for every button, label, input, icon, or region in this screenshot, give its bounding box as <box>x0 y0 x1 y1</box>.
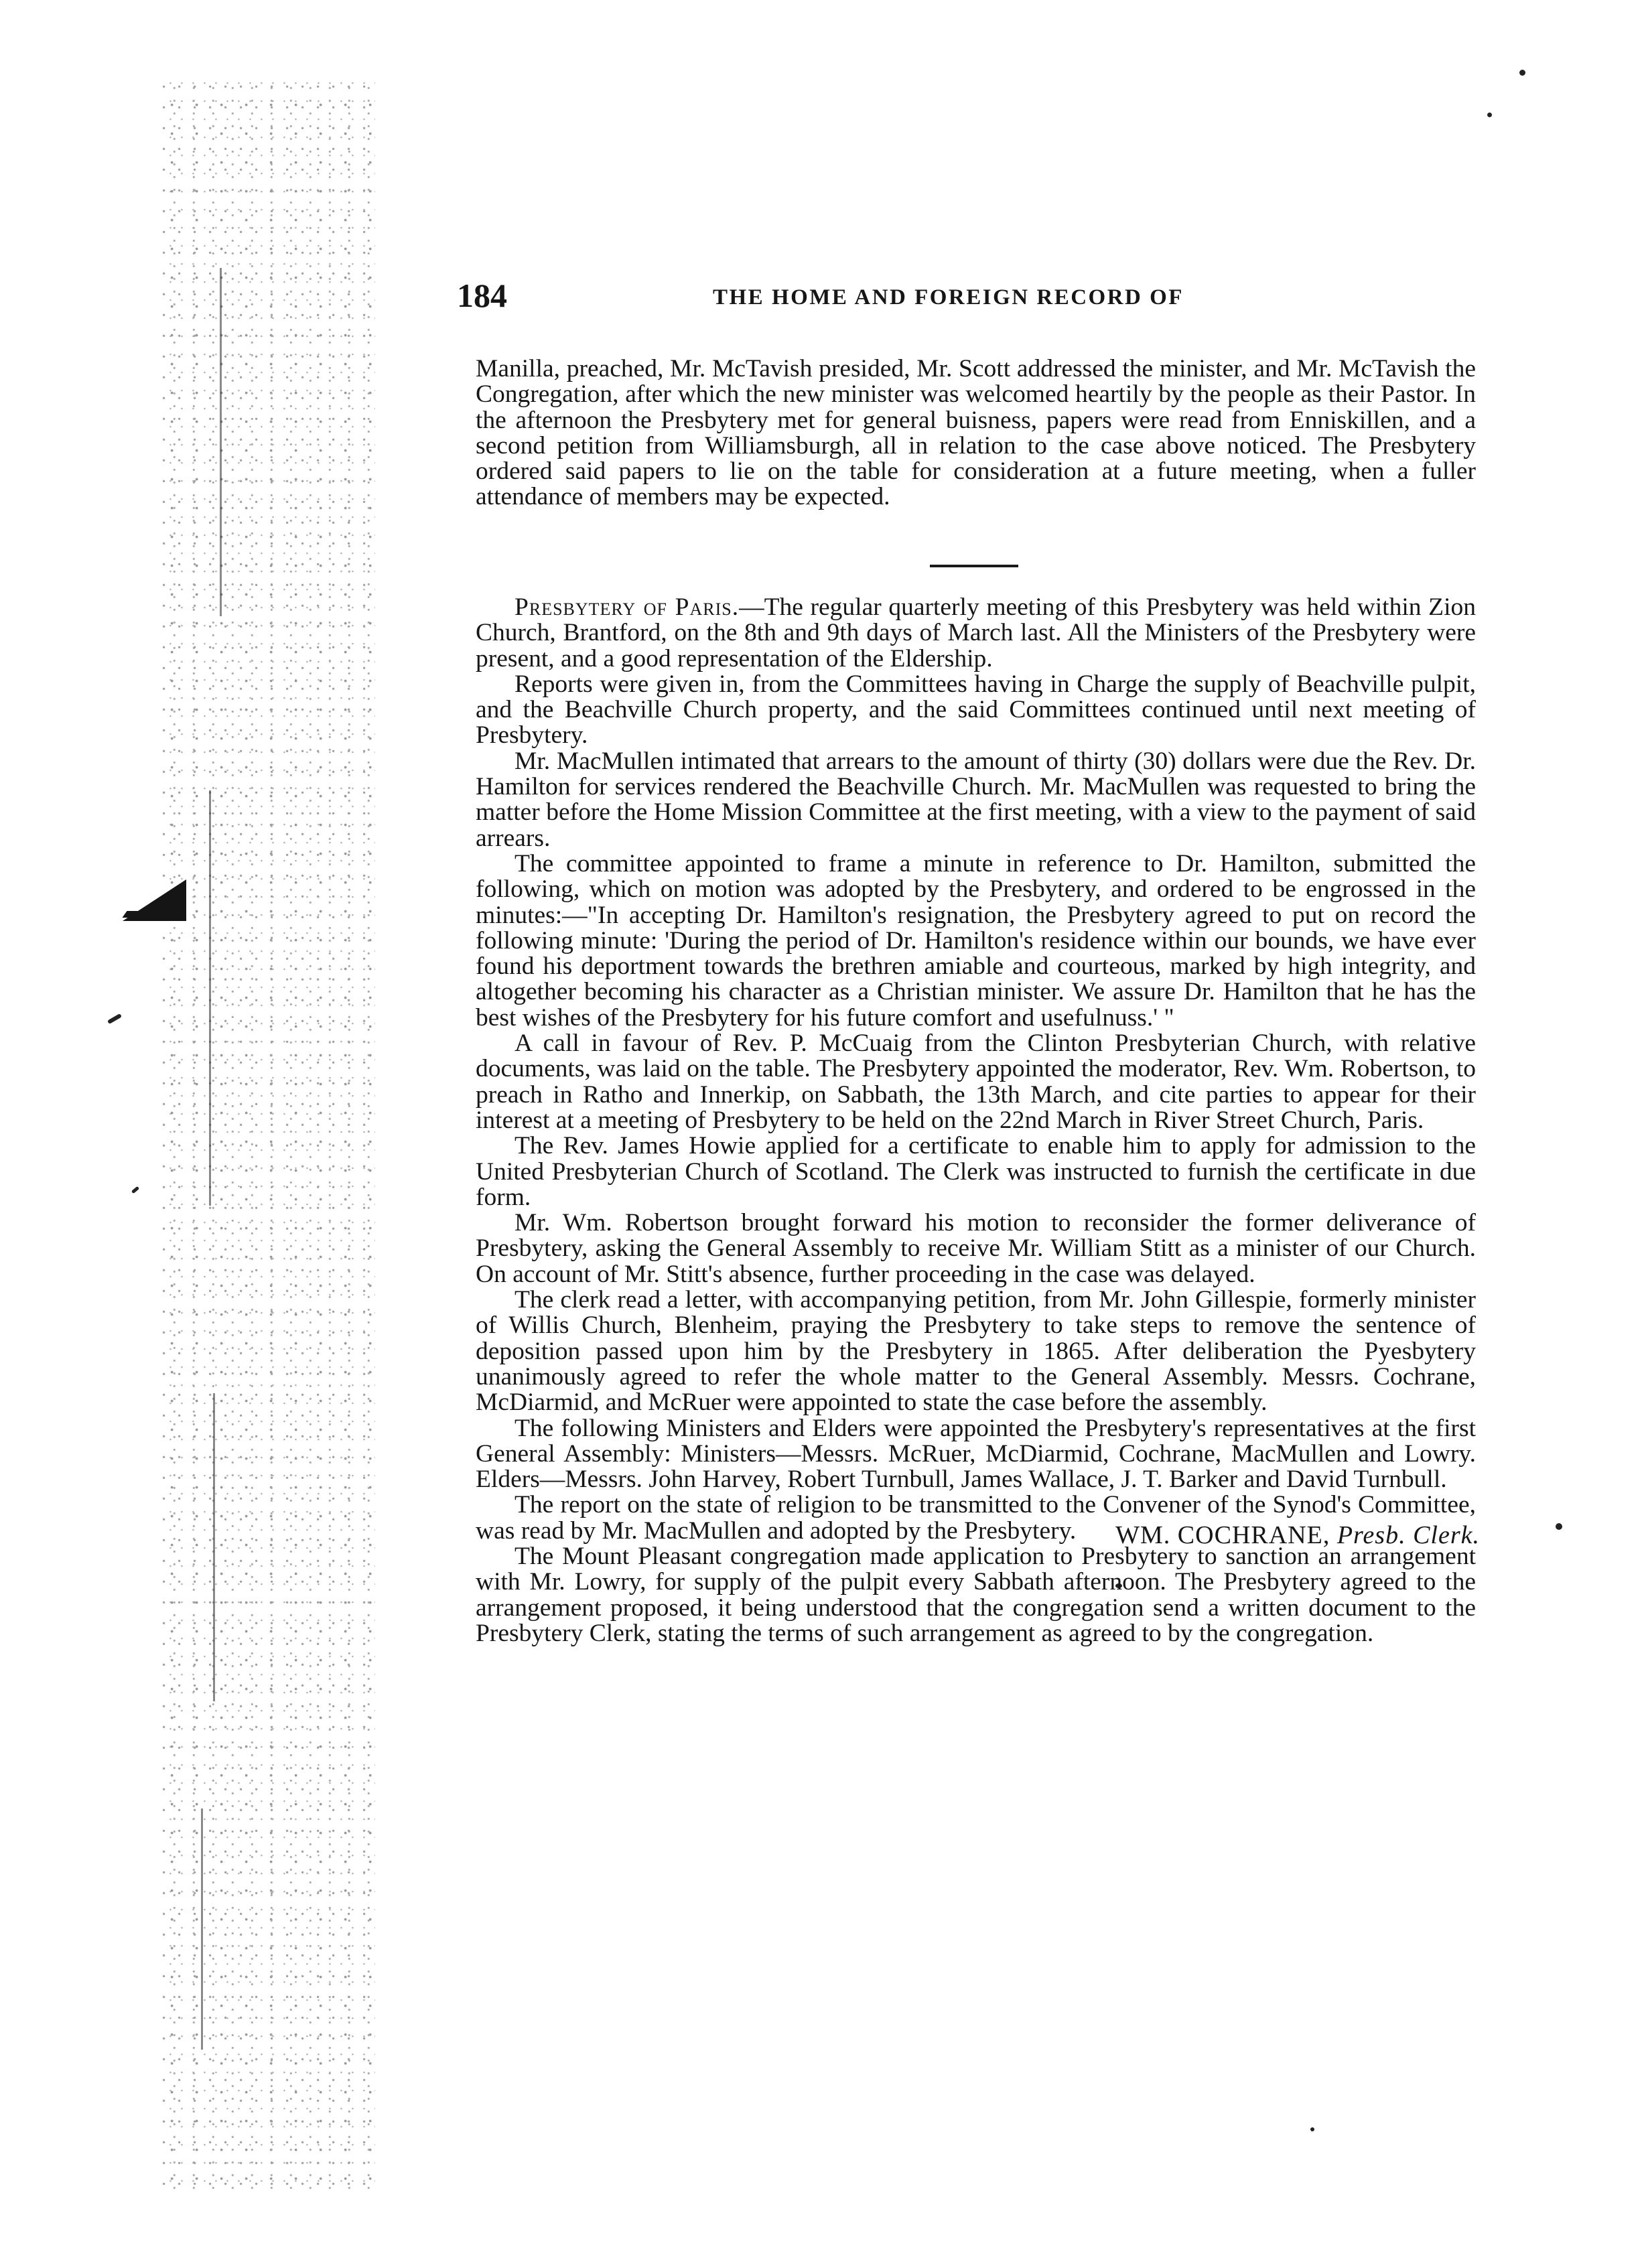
section-heading: Presbytery of Paris. <box>515 593 740 621</box>
ink-speck <box>131 1186 139 1194</box>
report-paragraph: The committee appointed to frame a minute in reference to Dr. Hamilton, submitted the following, which on motion was adopted by the Presbytery, and ordered to be engrossed in the minutes:—"In accepting Dr. Hamilton's resignation, the Presbytery agreed to put on record the following minute: 'During the period of Dr. Hamilton's residence within our bounds, we have ever found his deportment towards the brethren amiable and courteous, marked by high integrity, and altogether becoming his character as a Christian minister. We assure Dr. Hamilton that he has the best wishes of the Presbytery for his future comfort and usefulnuss.' " <box>476 849 1476 1032</box>
report-paragraph-text: —The regular quarterly meeting of this Presbytery was held within Zion Church, Brantford, on the 8th and 9th days of March last. All the Ministers of the Presbytery were present, and a good representation of the Eldership. <box>476 593 1476 672</box>
binding-edge-noise <box>161 80 375 2197</box>
ink-speck <box>1310 2127 1314 2131</box>
continuation-block <box>476 356 1476 510</box>
page-corner-fold <box>122 911 186 918</box>
continuation-paragraph: Manilla, preached, Mr. McTavish presided, Mr. Scott addressed the minister, and Mr. McTavish the Congregation, after which the new minister was welcomed heartily by the people as their Pastor. In the afternoon the Presbytery met for general buisness, papers were read from Enniskillen, and a second petition from Williamsburgh, all in relation to the case above noticed. The Presbytery ordered said papers to lie on the table for consideration at a future meeting, when a fuller attendance of members may be expected. <box>476 355 1476 511</box>
binding-edge-line <box>201 1809 203 2050</box>
report-paragraph: Reports were given in, from the Committees having in Charge the supply of Beachville pulpit, and the Beachville Church property, and the said Committees continued until next meeting of Presbytery. <box>476 670 1476 750</box>
report-paragraph: The following Ministers and Elders were appointed the Presbytery's representatives at the first General Assembly: Ministers—Messrs. McRuer, McDiarmid, Cochrane, MacMullen and Lowry. Elders—Messrs. John Harvey, Robert Turnbull, James Wallace, J. T. Barker and David Turnbull. <box>476 1414 1476 1494</box>
report-paragraph <box>476 595 1476 672</box>
signature-role: Presb. Clerk. <box>1337 1521 1480 1549</box>
report-paragraph: The Mount Pleasant congregation made application to Presbytery to sanction an arrangement with Mr. Lowry, for supply of the pulpit every Sabbath afternoon. The Presbytery agreed to the arrangement proposed, it being understood that the congregation send a written document to the Presbytery Clerk, stating the terms of such arrangement as agreed to by the congregation. <box>476 1542 1476 1647</box>
ink-speck <box>1519 70 1525 76</box>
signature-name: WM. COCHRANE, <box>1115 1521 1330 1549</box>
report-paragraph: Mr. Wm. Robertson brought forward his motion to reconsider the former deliverance of Presbytery, asking the General Assembly to receive Mr. William Stitt as a minister of our Church. On account of Mr. Stitt's absence, further proceeding in the case was delayed. <box>476 1209 1476 1288</box>
report-paragraph: The Rev. James Howie applied for a certificate to enable him to apply for admission to the United Presbyterian Church of Scotland. The Clerk was instructed to furnish the certificate in due form. <box>476 1132 1476 1211</box>
presbytery-report <box>476 595 1476 1646</box>
page-number: 184 <box>457 277 507 314</box>
ink-speck <box>1556 1523 1562 1530</box>
running-head: THE HOME AND FOREIGN RECORD OF <box>713 285 1184 309</box>
binding-edge-line <box>220 268 222 616</box>
ink-speck <box>1487 113 1492 117</box>
signature <box>1115 1520 1480 1550</box>
report-paragraph: The report on the state of religion to be transmitted to the Convener of the Synod's Committee, was read by Mr. MacMullen and adopted by the Presbytery. <box>476 1491 1476 1545</box>
section-divider <box>930 565 1018 567</box>
report-paragraph: Mr. MacMullen intimated that arrears to the amount of thirty (30) dollars were due the Rev. Dr. Hamilton for services rendered the Beachville Church. Mr. MacMullen was requested to bring the matter before the Home Mission Committee at the first meeting, with a view to the payment of said arrears. <box>476 747 1476 852</box>
report-paragraph: A call in favour of Rev. P. McCuaig from the Clinton Presbyterian Church, with relative documents, was laid on the table. The Presbytery appointed the moderator, Rev. Wm. Robertson, to preach in Ratho and Innerkip, on Sabbath, the 13th March, and cite parties to appear for their interest at a meeting of Presbytery to be held on the 22nd March in River Street Church, Paris. <box>476 1030 1476 1134</box>
report-paragraph: The clerk read a letter, with accompanying petition, from Mr. John Gillespie, formerly minister of Willis Church, Blenheim, praying the Presbytery to take steps to remove the sentence of deposition passed upon him by the Presbytery in 1865. After deliberation the Pyesbytery unanimously agreed to refer the whole matter to the General Assembly. Messrs. Cochrane, McDiarmid, and McRuer were appointed to state the case before the assembly. <box>476 1286 1476 1417</box>
binding-edge-line <box>209 790 211 1206</box>
ink-speck <box>107 1013 122 1024</box>
binding-edge-line <box>213 1393 215 1701</box>
page-header <box>457 276 1261 316</box>
